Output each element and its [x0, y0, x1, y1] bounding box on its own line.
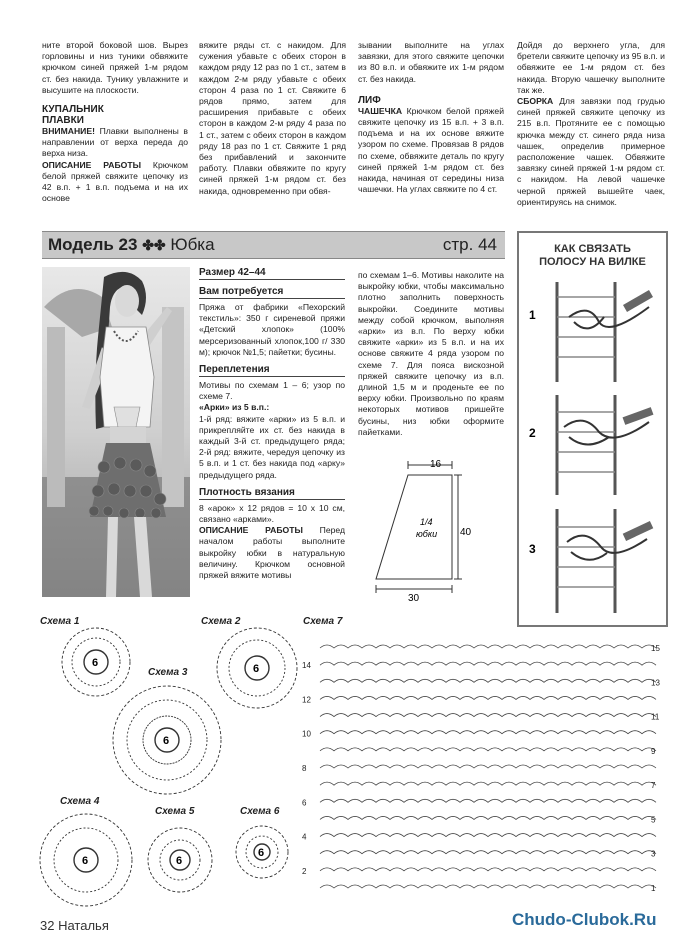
arches-label: «Арки» из 5 в.п.: — [199, 402, 270, 413]
text-column-2 — [199, 40, 346, 197]
footer-magazine-name: Наталья — [58, 918, 109, 933]
size-heading: Размер 42–44 — [199, 266, 345, 280]
briefs-continued-text: вяжите ряды ст. с накидом. Для сужения убавьте с обеих сторон в каждом ряду 12 раз по 1 ст., затем в каждом 2-м ряду убавьте с обеих сторон 4 раза по 1 ст. Свяжите 6 рядов прямо, затем для расширения прибавьте с обеих сторон в каждом 2-м ряду 4 раза по 1 ст., затем с обеих сторон в каждом ряду 18 раз по 1 ст. Свяжите 1 ряд без прибавлений и закончите работу. Плавки обвяжите по кругу синей пряжей 1-м рядом ст. без накида, одновременно при обвя- — [199, 40, 346, 196]
strap-text: Дойдя до верхнего угла, для бретели свяжите цепочку из 95 в.п. и обвяжите ее 1-м рядом ст. без накида. Вторую чашечку выполните так же. — [517, 40, 665, 95]
schema-4-center: 6 — [82, 855, 89, 867]
assembly-text: Для завязки под грудью синей пряжей свяжите цепочку из 215 в.п. Протяните ее с помощью крючка между ст. синего ряда низа чашек, определив примерное расположение чашек. Обвяжите завязку синей пряжей 1-м рядом ст. с накидом. На левой чашечке черной пряжей вышейте чаек, ориентируясь на снимок. — [517, 96, 665, 207]
schema-7-stitch-row — [320, 765, 656, 768]
schema-2-center: 6 — [253, 663, 260, 675]
schema-7-row-number: 2 — [302, 866, 307, 876]
schema-7-row-number: 4 — [302, 832, 307, 842]
description-label: ОПИСАНИЕ РАБОТЫ — [42, 159, 141, 170]
schema-7-stitch-row — [320, 782, 656, 785]
swimsuit-heading: КУПАЛЬНИК — [42, 104, 104, 116]
schema-6-center: 6 — [258, 847, 265, 859]
schema-7-row-number: 9 — [651, 746, 656, 756]
briefs-heading: ПЛАВКИ — [42, 115, 84, 127]
schema-7-stitch-row — [320, 834, 656, 837]
schema-7-row-number: 13 — [651, 678, 660, 688]
model-number: Модель 23 — [48, 235, 138, 254]
schema-7-diagram — [300, 630, 668, 900]
schema-7-row-number: 6 — [302, 798, 307, 808]
model-stars: ✤✤ — [142, 237, 166, 253]
fork-step-1: 1 — [529, 308, 536, 322]
schema-7-row-number: 14 — [302, 661, 311, 671]
skirt-pattern-diagram — [368, 455, 480, 605]
schema-7-stitch-row — [320, 731, 656, 734]
work-label: ОПИСАНИЕ РАБОТЫ — [199, 525, 303, 536]
model-name: Юбка — [170, 235, 215, 254]
motifs-text: по схемам 1–6. Мотивы наколите на выкройку юбки, чтобы максимально плотно заполнить поверхность выкройки. Соедините мотивы между собой крючком, выполняя «арки» из в.п. По верху юбки свяжите «арки» из 5 в.п. и на их основе свяжите 4 ряда узором по схеме 7. Для пояса вискозной пряжей свяжите цепочку из в.п. длиной 1,5 м и проденьте ее по верху юбки. Произвольно по краям некоторых мотивов пришейте бусины, низ юбки оформите пайетками. — [358, 270, 504, 437]
schema-7-row-number: 3 — [651, 849, 656, 859]
text-column-4 — [517, 40, 665, 208]
schema-7-stitch-row — [320, 868, 656, 871]
materials-text: Пряжа от фабрики «Пехорский текстиль»: 350 г сиреневой пряжи «Детский хлопок» (100% мерсеризованный хлопок,100 г/ 330 м); крючок №1,5; пайетки; бусины. — [199, 302, 345, 357]
schema-7-stitch-row — [320, 748, 656, 751]
schema-2-label: Схема 2 — [201, 616, 241, 627]
schema-3-center: 6 — [163, 735, 170, 747]
schema-7-stitch-row — [320, 851, 656, 854]
arches-text: 1-й ряд: вяжите «арки» из 5 в.п. и прикрепляйте их ст. без накида в каждый 3-й ст. предыдущего ряда; 2-й ряд: вяжите, чередуя цепочку из 5 в.п. и 1 ст. без накида под «арку» предыдущего ряда. — [199, 413, 345, 480]
cup-label: ЧАШЕЧКА — [358, 105, 403, 116]
stitches-heading: Переплетения — [199, 363, 345, 377]
cup-text: Крючком белой пряжей свяжите цепочку из 15 в.п. + 3 в.п. подъема и на их основе вяжите узором по схеме. Провязав 8 рядов по схеме, обвяжите деталь по кругу синей пряжей 1-м рядом ст. без накида, начиная от середины низа чашечки. На углах свяжите по 4 ст. — [358, 105, 504, 195]
skirt-column-1 — [199, 266, 345, 581]
fork-title: КАК СВЯЗАТЬ ПОЛОСУ НА ВИЛКЕ — [539, 243, 646, 268]
materials-heading: Вам потребуется — [199, 285, 345, 299]
schema-5-label: Схема 5 — [155, 806, 195, 817]
text-column-1 — [42, 40, 188, 204]
model-photo — [42, 267, 190, 597]
schema-3-label: Схема 3 — [148, 667, 188, 678]
schema-7-row-number: 8 — [302, 764, 307, 773]
gauge-text: 8 «арок» х 12 рядов = 10 х 10 см, связано «арками». — [199, 502, 345, 525]
schema-7-stitch-row — [320, 885, 656, 888]
footer-page-magazine — [40, 918, 109, 933]
stitches-text: Мотивы по схемам 1 – 6; узор по схеме 7. — [199, 380, 345, 402]
attention-text: Плавки выполнены в направлении от верха переда до верха низа. — [42, 126, 188, 159]
schema-7-label: Схема 7 — [303, 616, 343, 627]
bodice-heading: ЛИФ — [358, 94, 381, 106]
schema-7-stitch-row — [320, 696, 656, 699]
schema-7-row-number: 5 — [651, 815, 656, 825]
schema-7-row-number: 11 — [651, 712, 660, 722]
model-header-bar — [42, 231, 505, 259]
schema-1-center: 6 — [92, 657, 99, 669]
attention-label: ВНИМАНИЕ! — [42, 126, 95, 137]
assembly-label: СБОРКА — [517, 96, 554, 107]
model-page-ref: стр. 44 — [442, 235, 497, 254]
schema-7-stitch-row — [320, 679, 656, 682]
pattern-top-dimension: 16 — [430, 459, 442, 470]
schema-7-row-number: 7 — [651, 781, 656, 791]
gauge-heading: Плотность вязания — [199, 486, 345, 500]
schema-4-label: Схема 4 — [60, 796, 100, 807]
schema-7-stitch-row — [320, 799, 656, 802]
schema-1-label: Схема 1 — [40, 616, 80, 627]
work-text: Перед началом работы выполните выкройку юбки в натуральную величину. Крючком основной пряжей вяжите мотивы — [199, 525, 345, 581]
pattern-label-fraction: 1/4 — [420, 517, 433, 527]
skirt-column-2 — [358, 270, 504, 438]
schema-7-stitch-row — [320, 662, 656, 665]
footer-site-watermark: Chudo-Clubok.Ru — [512, 910, 657, 929]
pattern-bottom-dimension: 30 — [408, 593, 420, 604]
tunic-end-text: ните второй боковой шов. Вырез горловины и низ туники обвяжите крючком синей пряжей 1-м рядом ст. без накида. Тунику увлажните и высушите на плоскости. — [42, 40, 188, 95]
text-column-3 — [358, 40, 504, 195]
pattern-side-dimension: 40 — [460, 527, 472, 538]
description-text: Крючком белой пряжей свяжите цепочку из 42 в.п. + 1 в.п. подъема и на их основе — [42, 159, 188, 204]
fork-steps-illustration — [519, 277, 666, 621]
hairpin-fork-box — [517, 231, 668, 627]
schema-6-label: Схема 6 — [240, 806, 280, 817]
schema-7-stitch-row — [320, 714, 656, 717]
schema-7-stitch-row — [320, 645, 656, 648]
schema-7-row-number: 15 — [651, 644, 660, 653]
model-title — [48, 235, 215, 255]
schema-7-row-number: 12 — [302, 695, 311, 705]
schema-7-row-number: 1 — [651, 884, 656, 893]
fork-step-3: 3 — [529, 542, 536, 556]
pattern-label-skirt: юбки — [416, 529, 438, 539]
schema-7-stitch-row — [320, 816, 656, 819]
schema-5-center: 6 — [176, 855, 183, 867]
motif-schemas — [0, 620, 310, 910]
footer-page-number: 32 — [40, 918, 55, 933]
ties-text: зывании выполните на углах завязки, для этого свяжите цепочки из 80 в.п. и обвяжите их 1-м рядом ст. без накида. — [358, 40, 504, 84]
schema-7-row-number: 10 — [302, 729, 311, 739]
fork-step-2: 2 — [529, 426, 536, 440]
